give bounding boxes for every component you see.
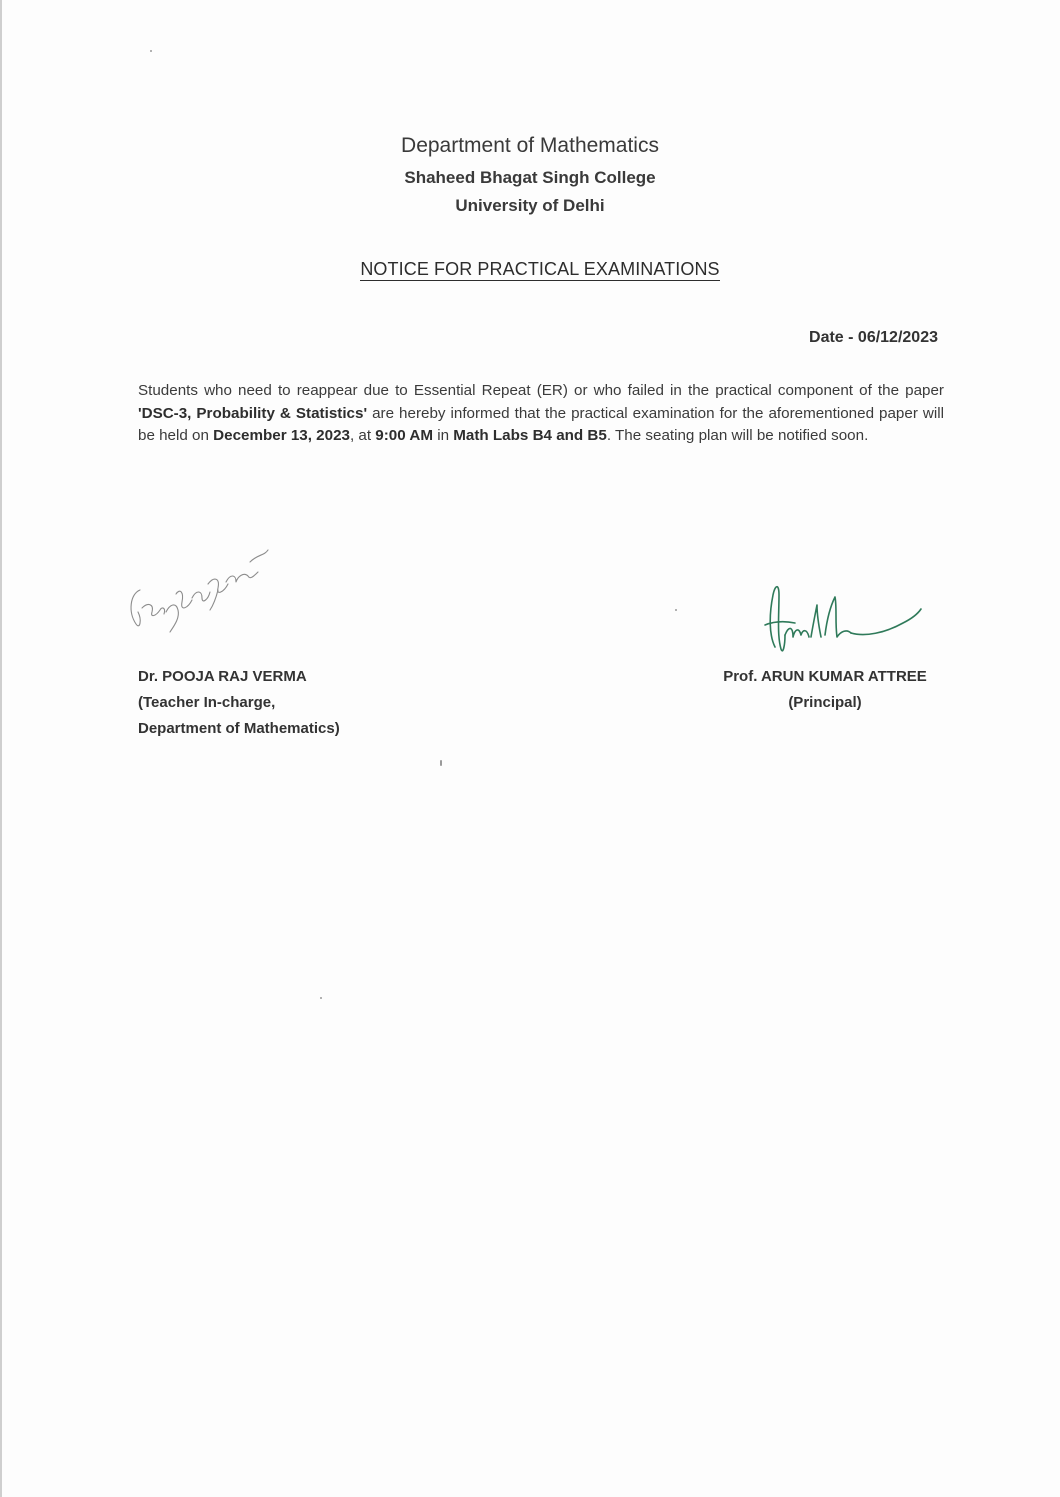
- scan-edge: [0, 0, 2, 1497]
- exam-date: December 13, 2023: [213, 427, 350, 444]
- body-part-5: . The seating plan will be notified soon.: [606, 427, 869, 444]
- scan-speck: [440, 760, 442, 766]
- notice-title-text: NOTICE FOR PRACTICAL EXAMINATIONS: [360, 259, 720, 279]
- exam-time: 9:00 AM: [375, 427, 433, 444]
- scan-speck: [320, 997, 322, 999]
- department-heading: Department of Mathematics: [401, 134, 659, 157]
- notice-date: Date - 06/12/2023: [809, 329, 938, 346]
- teacher-role-line1: (Teacher In-charge,: [138, 694, 276, 711]
- paper-name: 'DSC-3, Probability & Statistics': [138, 404, 368, 422]
- body-part-2: are hereby informed that the practical examination for the aforementioned paper will be held on: [138, 404, 944, 444]
- body-part-3: , at: [349, 427, 376, 444]
- body-part-4: in: [432, 427, 454, 444]
- principal-name: Prof. ARUN KUMAR ATTREE: [723, 668, 927, 685]
- notice-title: [0, 259, 1060, 280]
- exam-venue: Math Labs B4 and B5: [453, 427, 607, 444]
- teacher-signatory: [138, 664, 340, 742]
- college-name: Shaheed Bhagat Singh College: [404, 168, 656, 187]
- principal-role: (Principal): [788, 694, 862, 711]
- university-name: University of Delhi: [455, 196, 605, 215]
- notice-body: [138, 380, 944, 448]
- principal-signature: [755, 575, 930, 665]
- teacher-signature: [118, 532, 288, 642]
- teacher-name: Dr. POOJA RAJ VERMA: [138, 668, 307, 685]
- teacher-role-line2: Department of Mathematics): [138, 720, 340, 737]
- scan-speck: [150, 50, 152, 52]
- body-part-1: Students who need to reappear due to Essential Repeat (ER) or who failed in the practical component of the paper: [138, 382, 944, 399]
- scan-speck: [675, 609, 677, 611]
- principal-signatory: [700, 664, 950, 716]
